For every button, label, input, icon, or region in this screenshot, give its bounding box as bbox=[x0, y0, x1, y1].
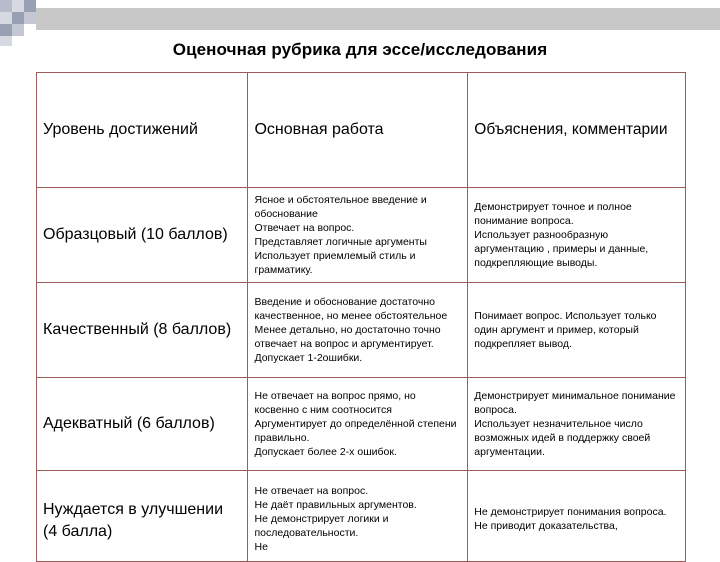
header-comments: Объяснения, комментарии bbox=[468, 73, 686, 188]
deco-square bbox=[0, 12, 12, 24]
row-level: Нуждается в улучшении (4 балла) bbox=[37, 471, 248, 562]
deco-square bbox=[24, 12, 36, 24]
table-row bbox=[37, 378, 686, 471]
header-level: Уровень достижений bbox=[37, 73, 248, 188]
row-level: Образцовый (10 баллов) bbox=[37, 188, 248, 283]
rubric-table bbox=[36, 72, 686, 562]
page-title: Оценочная рубрика для эссе/исследования bbox=[172, 40, 548, 59]
row-comments: Понимает вопрос. Использует только один аргумент и пример, который подкрепляет вывод. bbox=[468, 283, 686, 378]
table-row bbox=[37, 471, 686, 562]
row-work: Не отвечает на вопрос прямо, но косвенно с ним соотносится Аргументирует до определённой степени правильно. Допускает более 2-х ошибок. bbox=[248, 378, 468, 471]
row-work: Не отвечает на вопрос. Не даёт правильных аргументов. Не демонстрирует логики и последовательности. Не bbox=[248, 471, 468, 562]
row-comments: Демонстрирует точное и полное понимание вопроса. Использует разнообразную аргументацию , примеры и данные, подкрепляющие выводы. bbox=[468, 188, 686, 283]
row-work: Введение и обоснование достаточно качественное, но менее обстоятельное Менее детально, но достаточно точно отвечает на вопрос и аргументирует. Допускает 1-2ошибки. bbox=[248, 283, 468, 378]
table-row bbox=[37, 188, 686, 283]
deco-square bbox=[12, 12, 24, 24]
top-decorative-bar bbox=[36, 8, 720, 30]
table-header-row bbox=[37, 73, 686, 188]
row-work: Ясное и обстоятельное введение и обоснование Отвечает на вопрос. Представляет логичные аргументы Использует приемлемый стиль и грамматику. bbox=[248, 188, 468, 283]
row-level: Качественный (8 баллов) bbox=[37, 283, 248, 378]
row-comments: Демонстрирует минимальное понимание вопроса. Использует незначительное число возможных идей в поддержку своей аргументации. bbox=[468, 378, 686, 471]
header-work: Основная работа bbox=[248, 73, 468, 188]
deco-square bbox=[0, 0, 12, 12]
row-comments: Не демонстрирует понимания вопроса. Не приводит доказательства, bbox=[468, 471, 686, 562]
row-level: Адекватный (6 баллов) bbox=[37, 378, 248, 471]
deco-square bbox=[12, 24, 24, 36]
deco-square bbox=[12, 0, 24, 12]
deco-square bbox=[0, 24, 12, 36]
table-row bbox=[37, 283, 686, 378]
deco-square bbox=[24, 0, 36, 12]
